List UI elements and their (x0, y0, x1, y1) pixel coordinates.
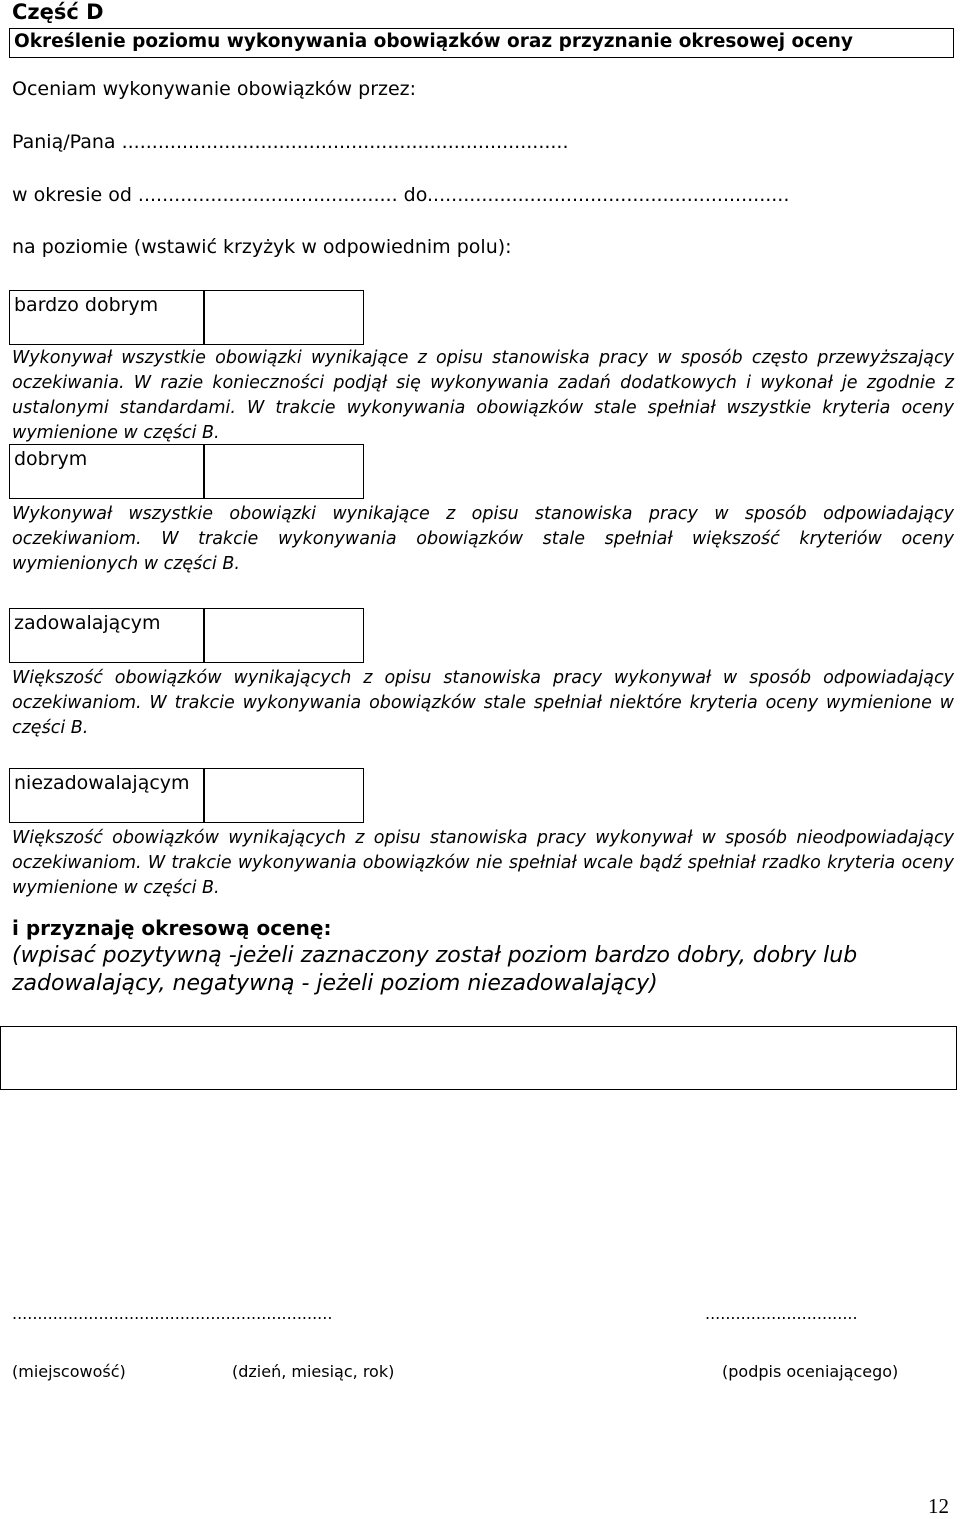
place-date-dots[interactable]: ............................................................... (12, 1304, 333, 1323)
level-description-very-good: Wykonywał wszystkie obowiązki wynikające z opisu stanowiska pracy w sposób często przewyższający oczekiwania. W razie konieczności podjął się wykonywania zadań dodatkowych i wykonał je zgodnie z ustalonymi standardami. W trakcie wykonywania obowiązków stale spełniał wszystkie kryteria oceny wymienione w części B. (12, 348, 954, 443)
section-header-box (9, 28, 954, 58)
person-line[interactable]: Panią/Pana .......................................................................... (12, 131, 569, 153)
period-line[interactable]: w okresie od ........................................... do............................................................ (12, 184, 790, 206)
page-number: 12 (928, 1494, 949, 1518)
level-description-satisfactory: Większość obowiązków wynikających z opisu stanowiska pracy wykonywał w sposób odpowiadający oczekiwaniom. W trakcie wykonywania obowiązków stale spełniał niektóre kryteria oceny wymienione w części B. (12, 668, 954, 738)
level-label-very-good: bardzo dobrym (14, 294, 159, 316)
grant-note: (wpisać pozytywną -jeżeli zaznaczony został poziom bardzo dobry, dobry lub zadowalający, negatywną - jeżeli poziom niezadowalający) (12, 943, 858, 996)
instruction-text: na poziomie (wstawić krzyżyk w odpowiednim polu): (12, 236, 512, 258)
level-checkbox-very-good[interactable] (203, 290, 364, 345)
level-label-satisfactory: zadowalającym (14, 612, 161, 634)
level-label-good: dobrym (14, 448, 88, 470)
level-description-unsatisfactory: Większość obowiązków wynikających z opisu stanowiska pracy wykonywał w sposób nieodpowiadający oczekiwaniom. W trakcie wykonywania obowiązków nie spełniał wcale bądź spełniał rzadko kryteria oceny wymienione w części B. (12, 828, 954, 898)
level-description-good: Wykonywał wszystkie obowiązki wynikające z opisu stanowiska pracy w sposób odpowiadający oczekiwaniom. W trakcie wykonywania obowiązków stale spełniał większość kryteriów oceny wymienionych w części B. (12, 504, 954, 574)
level-checkbox-good[interactable] (203, 444, 364, 499)
section-header: Określenie poziomu wykonywania obowiązków oraz przyznanie okresowej oceny (14, 31, 853, 52)
intro-text: Oceniam wykonywanie obowiązków przez: (12, 78, 417, 100)
signature-dots[interactable]: .............................. (705, 1304, 858, 1323)
grant-title: i przyznaję okresową ocenę: (12, 916, 332, 940)
level-label-unsatisfactory: niezadowalającym (14, 772, 190, 794)
level-checkbox-satisfactory[interactable] (203, 608, 364, 663)
section-title: Część D (12, 0, 104, 24)
level-checkbox-unsatisfactory[interactable] (203, 768, 364, 823)
place-caption: (miejscowość) (12, 1362, 126, 1381)
grade-input-box[interactable] (0, 1026, 957, 1090)
signer-caption: (podpis oceniającego) (722, 1362, 899, 1381)
date-caption: (dzień, miesiąc, rok) (232, 1362, 395, 1381)
